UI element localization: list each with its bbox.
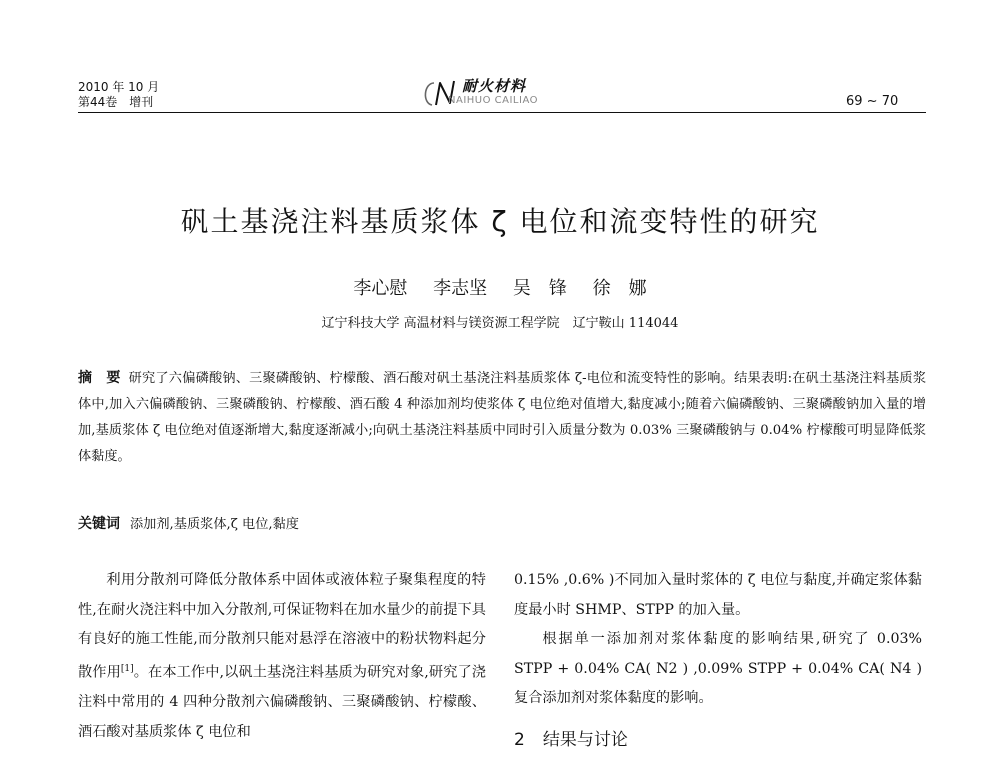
paragraph-text: 利用分散剂可降低分散体系中固体或液体粒子聚集程度的特性,在耐火浇注料中加入分散剂,可保证物料在加水量少的前提下具有良好的施工性能,而分散剂只能对悬浮在溶液中的粉状物料起分散作用 xyxy=(78,572,486,681)
author-name: 李心慰 xyxy=(353,278,408,299)
affiliation: 辽宁科技大学 高温材料与镁资源工程学院 辽宁鞍山 114044 xyxy=(321,316,679,331)
author-name: 李志坚 xyxy=(433,278,488,299)
section-title: 结果与讨论 xyxy=(542,729,628,750)
abstract xyxy=(78,365,926,470)
page-range: 69 ~ 70 xyxy=(846,94,899,109)
body-paragraph: 0.15% ,0.6% )不同加入量时浆体的 ζ 电位与黏度,并确定浆体黏度最小时 SHMP、STPP 的加入量。 xyxy=(514,572,922,618)
paragraph-text: 。在本工作中,以矾土基浇注料基质为研究对象,研究了浇注料中常用的 4 四种分散剂六偏磷酸钠、三聚磷酸钠、柠檬酸、酒石酸对基质浆体 ζ 电位和 xyxy=(78,664,486,740)
issue-date: 2010 年 10 月 xyxy=(78,80,160,94)
abstract-label: 摘 要 xyxy=(78,370,121,386)
author-name: 徐 娜 xyxy=(592,278,647,299)
journal-issue-info xyxy=(78,80,159,110)
keywords xyxy=(78,511,926,538)
issue-volume: 第44卷 增刊 xyxy=(78,95,154,109)
body-paragraph: 根据单一添加剂对浆体黏度的影响结果,研究了 0.03% STPP + 0.04% CA( N2 ) ,0.09% STPP + 0.04% CA( N4 )复合添加剂对浆体黏度的影响。 xyxy=(514,631,922,707)
journal-name-en: NAIHUO CAILIAO xyxy=(448,95,538,106)
abstract-text: 研究了六偏磷酸钠、三聚磷酸钠、柠檬酸、酒石酸对矾土基浇注料基质浆体 ζ-电位和流变特性的影响。结果表明:在矾土基浇注料基质浆体中,加入六偏磷酸钠、三聚磷酸钠、柠檬酸、酒石酸 4 种添加剂均使浆体 ζ 电位绝对值增大,黏度减小;随着六偏磷酸钠、三聚磷酸钠加入量的增加,基质浆体 ζ 电位绝对值逐渐增大,黏度逐渐减小;向矾土基浇注料基质中同时引入质量分数为 0.03% 三聚磷酸钠与 0.04% 柠檬酸可明显降低浆体黏度。 xyxy=(78,371,927,464)
section-heading xyxy=(514,726,922,756)
section-number: 2 xyxy=(514,729,525,750)
body-paragraph xyxy=(78,566,486,747)
header-rule xyxy=(78,112,926,113)
author-list xyxy=(0,274,1000,300)
citation-ref: [1] xyxy=(120,663,134,674)
journal-logo xyxy=(420,75,590,113)
body-column-right xyxy=(514,566,922,756)
journal-name-cn: 耐火材料 xyxy=(462,77,527,95)
author-name: 吴 锋 xyxy=(512,278,567,299)
keywords-text: 添加剂,基质浆体,ζ 电位,黏度 xyxy=(130,517,299,532)
keywords-label: 关键词 xyxy=(78,516,120,532)
body-column-left xyxy=(78,566,486,747)
paper-title: 矾土基浇注料基质浆体 ζ 电位和流变特性的研究 xyxy=(180,205,820,238)
